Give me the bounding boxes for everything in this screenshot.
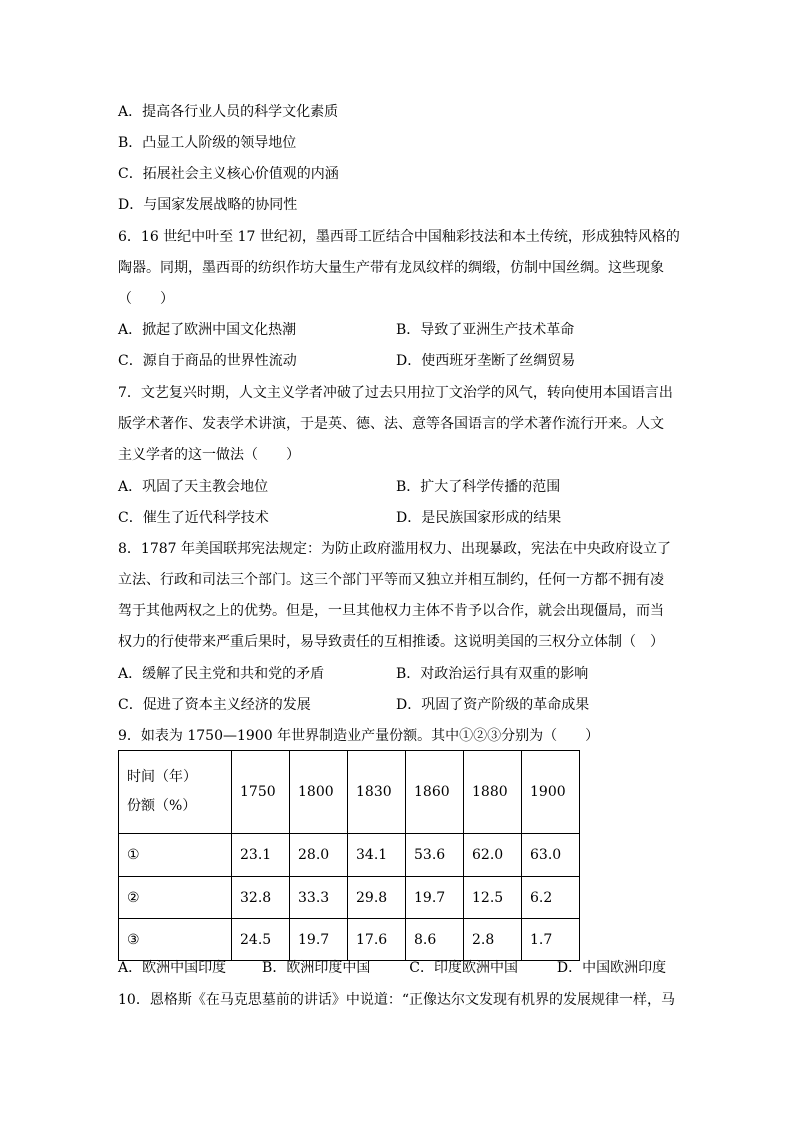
- q7-option-b: B．扩大了科学传播的范围: [396, 479, 561, 495]
- q6-stem-line2: 陶器。同期，墨西哥的纺织作坊大量生产带有龙凤纹样的绸缎，仿制中国丝绸。这些现象: [118, 260, 664, 276]
- q8-stem-line3: 驾于其他两权之上的优势。但是，一旦其他权力主体不肯予以合作，就会出现僵局，而当: [118, 603, 664, 619]
- q6-stem-line1: 6．16 世纪中叶至 17 世纪初，墨西哥工匠结合中国釉彩技法和本土传统，形成独特风格的: [118, 229, 680, 245]
- table-row: [119, 834, 580, 877]
- q7-option-c: C．催生了近代科学技术: [118, 510, 269, 526]
- year-cell: 1880: [464, 751, 522, 834]
- q10-stem-line1: 10．恩格斯《在马克思墓前的讲话》中说道：“正像达尔文发现有机界的发展规律一样，马: [118, 992, 675, 1008]
- value-cell: 33.3: [290, 877, 348, 919]
- header-share-label: 份额（%）: [127, 798, 197, 814]
- q8-stem-line1: 8．1787 年美国联邦宪法规定：为防止政府滥用权力、出现暴政，宪法在中央政府设立了: [118, 541, 671, 557]
- q7-stem-line3: 主义学者的这一做法（ ）: [118, 447, 300, 463]
- q8-stem-line2: 立法、行政和司法三个部门。这三个部门平等而又独立并相互制约，任何一方都不拥有凌: [118, 572, 664, 588]
- year-cell: 1800: [290, 751, 348, 834]
- value-cell: 6.2: [522, 877, 580, 919]
- value-cell: 19.7: [406, 877, 464, 919]
- value-cell: 24.5: [232, 919, 290, 961]
- value-cell: 32.8: [232, 877, 290, 919]
- q9-stem: 9．如表为 1750—1900 年世界制造业产量份额。其中①②③分别为（ ）: [118, 728, 600, 744]
- value-cell: 12.5: [464, 877, 522, 919]
- header-time-label: 时间（年）: [127, 769, 197, 785]
- q9-options: [118, 958, 666, 978]
- value-cell: 19.7: [290, 919, 348, 961]
- value-cell: 29.8: [348, 877, 406, 919]
- value-cell: 23.1: [232, 834, 290, 877]
- q9-option-c: C．印度欧洲中国: [409, 960, 518, 976]
- year-cell: 1750: [232, 751, 290, 834]
- value-cell: 63.0: [522, 834, 580, 877]
- q6-option-d: D．使西班牙垄断了丝绸贸易: [396, 353, 576, 369]
- q6-stem-line3: （ ）: [118, 291, 174, 307]
- value-cell: 17.6: [348, 919, 406, 961]
- q6-option-a: A．掀起了欧洲中国文化热潮: [118, 322, 297, 338]
- value-cell: 1.7: [522, 919, 580, 961]
- value-cell: 8.6: [406, 919, 464, 961]
- q6-option-b: B．导致了亚洲生产技术革命: [396, 322, 575, 338]
- value-cell: 28.0: [290, 834, 348, 877]
- q7-stem-line2: 版学术著作、发表学术讲演，于是英、德、法、意等各国语言的学术著作流行开来。人文: [118, 416, 664, 432]
- value-cell: 62.0: [464, 834, 522, 877]
- q5-option-a: A．提高各行业人员的科学文化素质: [118, 104, 339, 120]
- q8-option-b: B．对政治运行具有双重的影响: [396, 666, 589, 682]
- table-corner-cell: [119, 751, 232, 834]
- q7-stem-line1: 7．文艺复兴时期，人文主义学者冲破了过去只用拉丁文治学的风气，转向使用本国语言出: [118, 385, 673, 401]
- q5-option-b: B．凸显工人阶级的领导地位: [118, 135, 297, 151]
- q8-option-d: D．巩固了资产阶级的革命成果: [396, 697, 590, 713]
- q8-stem-line4: 权力的行使带来严重后果时，易导致责任的互相推诿。这说明美国的三权分立体制（ ）: [118, 634, 664, 650]
- q5-option-d: D．与国家发展战略的协同性: [118, 197, 298, 213]
- q8-option-a: A．缓解了民主党和共和党的矛盾: [118, 666, 325, 682]
- year-cell: 1860: [406, 751, 464, 834]
- q6-option-c: C．源自于商品的世界性流动: [118, 353, 297, 369]
- table-row: [119, 919, 580, 961]
- value-cell: 34.1: [348, 834, 406, 877]
- q9-option-d: D．中国欧洲印度: [556, 960, 667, 976]
- row-label-cell: ①: [119, 834, 232, 877]
- table-header-row: [119, 751, 580, 834]
- q9-option-b: B．欧洲印度中国: [262, 960, 371, 976]
- q8-option-c: C．促进了资本主义经济的发展: [118, 697, 311, 713]
- value-cell: 2.8: [464, 919, 522, 961]
- q9-option-a: A．欧洲中国印度: [118, 960, 227, 976]
- value-cell: 53.6: [406, 834, 464, 877]
- row-label-cell: ②: [119, 877, 232, 919]
- year-cell: 1900: [522, 751, 580, 834]
- row-label-cell: ③: [119, 919, 232, 961]
- q5-option-c: C．拓展社会主义核心价值观的内涵: [118, 166, 339, 182]
- table-row: [119, 877, 580, 919]
- q7-option-d: D．是民族国家形成的结果: [396, 510, 562, 526]
- q7-option-a: A．巩固了天主教会地位: [118, 479, 269, 495]
- manufacturing-share-table: [118, 750, 580, 961]
- year-cell: 1830: [348, 751, 406, 834]
